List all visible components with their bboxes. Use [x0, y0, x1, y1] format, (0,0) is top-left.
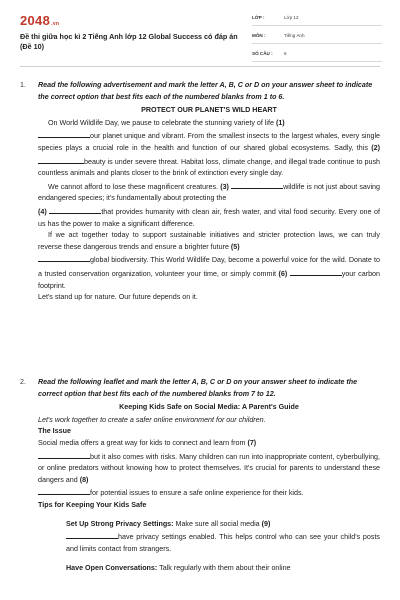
passage-subtitle: Let's work together to create a safer online environment for our children. — [38, 415, 266, 424]
meta-label: SỐ CÂU : — [252, 51, 273, 56]
question-1 — [20, 80, 380, 304]
text: that provides humanity with clean air, fresh water, and vital food security. Every one of us has the power to make a significant difference. — [38, 207, 381, 228]
section-heading: Tips for Keeping Your Kids Safe — [38, 500, 147, 509]
text: On World Wildlife Day, we pause to celebrate the stunning variety of life — [48, 118, 276, 127]
text: wildlife is not just about saving endangered species; it's fundamentally about protecting the — [38, 182, 380, 203]
question-instruction: Read the following leaflet and mark the letter A, B, C or D on your answer sheet to indicate the correct option that best fits each of the numbered blanks from 7 to 12. — [38, 378, 358, 398]
question-number: 1. — [20, 81, 26, 89]
text: If we act together today to support sustainable initiatives and stricter protection laws, we can truly reverse these dangerous trends and ensure a brighter future — [38, 231, 380, 251]
blank-number: (5) — [230, 242, 240, 251]
logo-suffix: .vn — [51, 21, 60, 27]
text: beauty is under severe threat. Habitat loss, climate change, and illegal trade continue to push countless animals and plants closer to the brink of extinction every single day. — [38, 157, 380, 178]
text: Talk regularly with them about their online — [157, 563, 291, 572]
answer-blank[interactable] — [290, 267, 342, 276]
question-instruction: Read the following advertisement and mark the letter A, B, C or D on your answer sheet to indicate the correct option that best fits each of the numbered blanks from 1 to 6. — [38, 81, 373, 101]
text: global biodiversity. This World Wildlife Day, become a powerful voice for the wild. Donate to a trusted conservation organization, volunteer your time, or simply commit — [38, 256, 380, 278]
answer-blank[interactable] — [38, 129, 90, 138]
passage-title: Keeping Kids Safe on Social Media: A Parent's Guide — [119, 403, 299, 412]
text: We cannot afford to lose these magnificent creatures. — [48, 182, 221, 191]
passage-paragraph — [38, 180, 380, 230]
blank-number: (2) — [371, 143, 380, 152]
meta-row-class — [252, 12, 382, 26]
passage-title: PROTECT OUR PLANET'S WILD HEART — [141, 106, 277, 115]
meta-value: Tiếng Anh — [284, 33, 305, 38]
header-divider — [20, 66, 380, 67]
answer-blank[interactable] — [38, 486, 90, 495]
passage-paragraph — [38, 230, 380, 292]
tip-title: Have Open Conversations: — [66, 563, 158, 572]
text: for potential issues to ensure a safe online experience for their kids. — [90, 489, 304, 498]
answer-blank[interactable] — [231, 180, 283, 189]
question-2 — [20, 377, 380, 581]
site-logo[interactable] — [20, 13, 59, 28]
text: your carbon footprint. — [38, 269, 380, 290]
answer-blank[interactable] — [38, 253, 90, 262]
blank-number: (1) — [275, 118, 285, 127]
passage-paragraph — [38, 438, 380, 500]
question-number: 2. — [20, 378, 26, 386]
blank-number: (6) — [278, 269, 288, 278]
answer-blank[interactable] — [38, 155, 84, 164]
text: but it also comes with risks. Many children can run into inappropriate content, cyberbullying, or online predators without knowing how to protect themselves. It's crucial for parents to understand these dangers and — [38, 452, 380, 484]
document-title: Đề thi giữa học kì 2 Tiếng Anh lớp 12 Global Success có đáp án (Đề 10) — [20, 32, 238, 51]
answer-blank[interactable] — [49, 205, 101, 214]
passage-closing: Let's stand up for nature. Our future depends on it. — [38, 293, 198, 302]
text: have privacy settings enabled. This helps control who can see your child's posts and limits contact from strangers. — [66, 533, 380, 553]
tip-item — [66, 519, 380, 556]
tip-title: Set Up Strong Privacy Settings: — [66, 519, 174, 528]
answer-blank[interactable] — [66, 530, 118, 539]
blank-number: (8) — [79, 475, 89, 484]
text: Make sure all social media — [173, 519, 262, 528]
meta-value: 6 — [284, 51, 287, 56]
meta-label: LỚP : — [252, 15, 265, 20]
blank-number: (4) — [38, 207, 47, 216]
section-heading: The Issue — [38, 427, 71, 436]
blank-number: (7) — [247, 438, 257, 447]
meta-value: Lớp 12 — [284, 15, 299, 20]
tip-item — [66, 563, 380, 575]
meta-row-count — [252, 48, 382, 62]
text: our planet unique and vibrant. From the smallest insects to the largest whales, every single species plays a crucial role in the health and function of our shared global ecosystems. Sadly, this — [38, 132, 380, 152]
blank-number: (3) — [220, 182, 229, 191]
blank-number: (9) — [261, 519, 271, 528]
meta-label: MÔN : — [252, 33, 266, 38]
meta-panel — [252, 12, 382, 66]
passage-paragraph — [38, 118, 380, 180]
logo-text: 2048 — [20, 13, 51, 28]
answer-blank[interactable] — [38, 450, 90, 459]
text: Social media offers a great way for kids to connect and learn from — [38, 438, 248, 447]
page-header — [0, 0, 400, 66]
meta-row-subject — [252, 30, 382, 44]
